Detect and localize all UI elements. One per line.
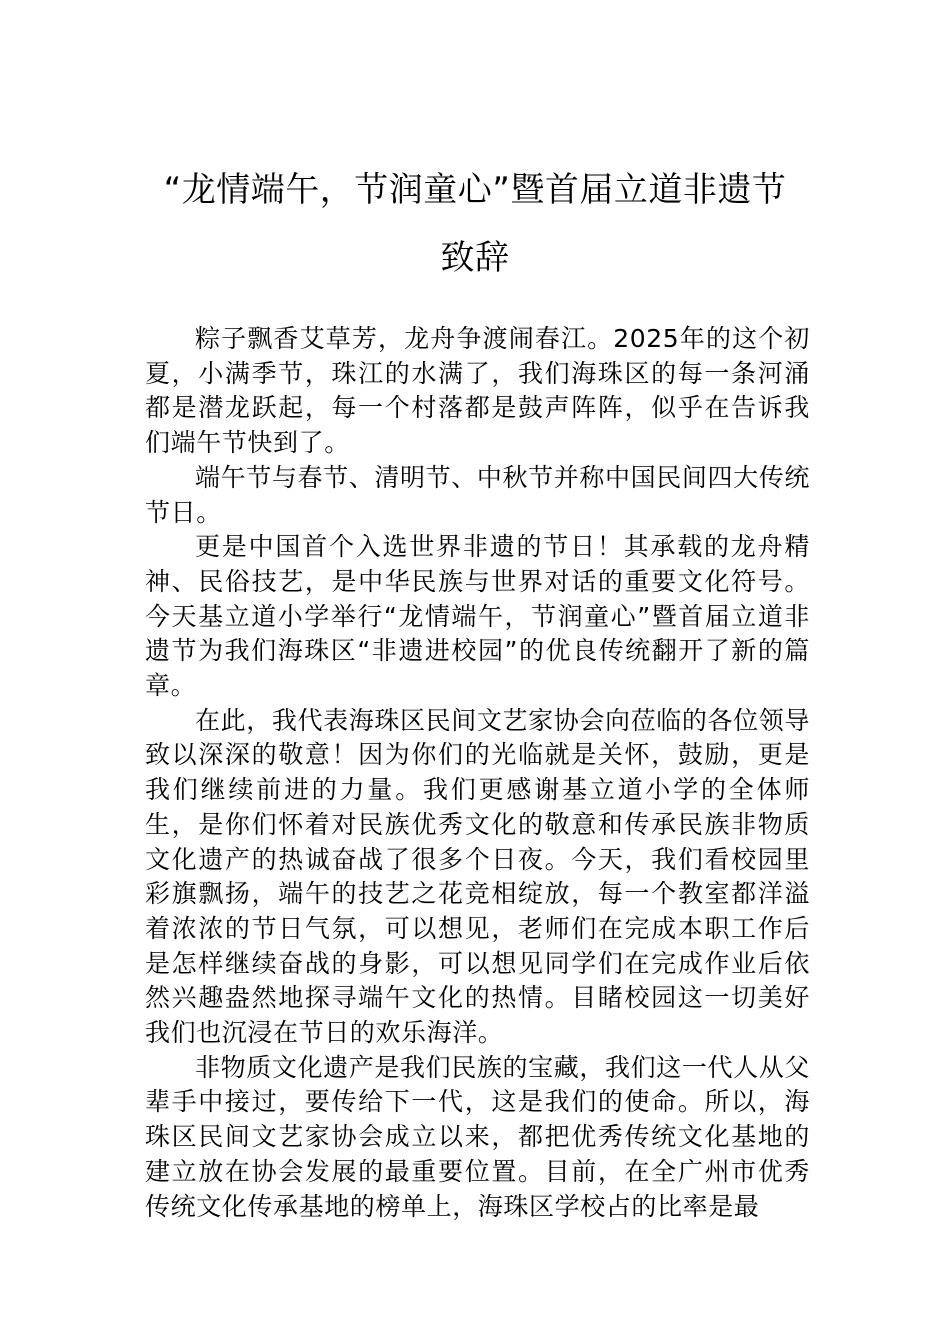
document-title-continued: 致辞 — [440, 238, 510, 278]
paragraph: 非物质文化遗产是我们民族的宝藏，我们这一代人从父辈手中接过，要传给下一代，这是我们的使命。所以，海珠区民间文艺家协会成立以来，都把优秀传统文化基地的建立放在协会发展的最重要位置。目前，在全广州市优秀传统文化传承基地的榜单上，海珠区学校占的比率是最 — [145, 1052, 810, 1221]
paragraph: 端午节与春节、清明节、中秋节并称中国民间四大传统节日。 — [145, 462, 810, 527]
paragraph: 粽子飘香艾草芳，龙舟争渡闹春江。2025年的这个初夏，小满季节，珠江的水满了，我们海珠区的每一条河涌都是潜龙跃起，每一个村落都是鼓声阵阵，似乎在告诉我们端午节快到了。 — [145, 324, 810, 458]
document-body — [145, 322, 810, 1224]
paragraph: 在此，我代表海珠区民间文艺家协会向莅临的各位领导致以深深的敬意！因为你们的光临就是关怀，鼓励，更是我们继续前进的力量。我们更感谢基立道小学的全体师生，是你们怀着对民族优秀文化的敬意和传承民族非物质文化遗产的热诚奋战了很多个日夜。今天，我们看校园里彩旗飘扬，端午的技艺之花竞相绽放，每一个教室都洋溢着浓浓的节日气氛，可以想见，老师们在完成本职工作后是怎样继续奋战的身影，可以想见同学们在完成作业后依然兴趣盎然地探寻端午文化的热情。目睹校园这一切美好我们也沉浸在节日的欢乐海洋。 — [145, 705, 810, 1048]
paragraph: 更是中国首个入选世界非遗的节日！其承载的龙舟精神、民俗技艺，是中华民族与世界对话的重要文化符号。今天基立道小学举行“龙情端午，节润童心”暨首届立道非遗节为我们海珠区“非遗进校园”的优良传统翻开了新的篇章。 — [145, 532, 810, 701]
document-title: “龙情端午，节润童心”暨首届立道非遗节 — [163, 170, 787, 210]
